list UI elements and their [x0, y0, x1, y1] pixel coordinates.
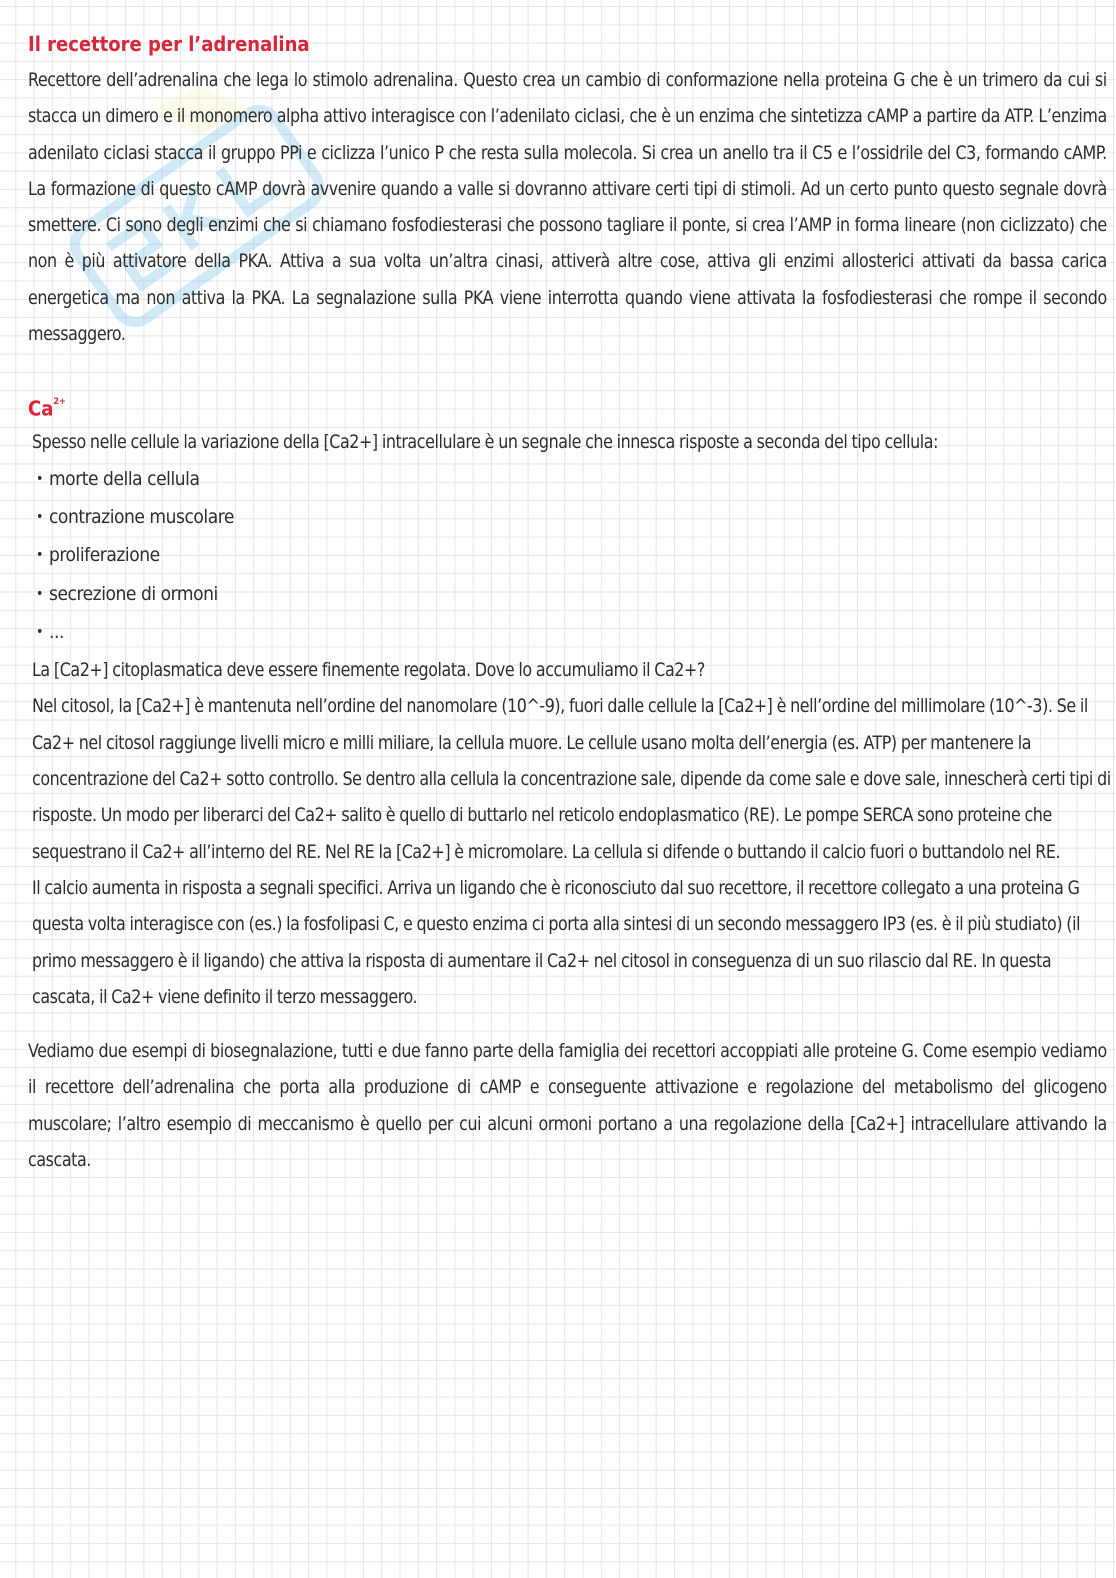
list-item: • ...	[32, 614, 1108, 652]
calcium-responses-list	[32, 461, 1108, 652]
biosignaling-examples-paragraph: Vediamo due esempi di biosegnalazione, tutti e due fanno parte della famiglia dei recettori accoppiati alle proteine G. Come esempio vediamo il recettore dell’adrenalina che porta alla produzione di cAMP e conseguente attivazione e regolazione del metabolismo del glicogeno muscolare; l’altro esempio di meccanismo è quello per cui alcuni ormoni portano a una regolazione della [Ca2+] intracellulare attivando la cascata.	[28, 1040, 1107, 1172]
adrenaline-receptor-paragraph: Recettore dell’adrenalina che lega lo stimolo adrenalina. Questo crea un cambio di conformazione nella proteina G che è un trimero da cui si stacca un dimero e il monomero alpha attivo interagisce con l’adenilato ciclasi, che è un enzima che sintetizza cAMP a partire da ATP. L’enzima adenilato ciclasi stacca il gruppo PPi e ciclizza l’unico P che resta sulla molecola. Si crea un anello tra il C5 e l’ossidrile del C3, formando cAMP. La formazione di questo cAMP dovrà avvenire quando a valle si dovranno attivare certi tipi di stimoli. Ad un certo punto questo segnale dovrà smettere. Ci sono degli enzimi che si chiamano fosfodiesterasi che possono tagliare il ponte, si crea l’AMP in forma lineare (non ciclizzato) che non è più attivatore della PKA. Attiva a sua volta un’altra cinasi, attiverà altre cose, attiva gli enzimi allosterici attivati da bassa carica energetica ma non attiva la PKA. La segnalazione sulla PKA viene interrotta quando viene attivata la fosfodiesterasi che rompe il secondo messaggero.	[28, 69, 1107, 346]
spacer	[28, 1015, 1108, 1033]
document-page	[28, 26, 1111, 1178]
calcium-section	[32, 424, 1111, 1015]
calcium-cytosol-paragraph: Nel citosol, la [Ca2+] è mantenuta nell’ordine del nanomolare (10^-9), fuori dalle cellule la [Ca2+] è nell’ordine del millimolare (10^-3). Se il Ca2+ nel citosol raggiunge livelli micro e milli miliare, la cellula muore. Le cellule usano molta dell’energia (es. ATP) per mantenere la concentrazione del Ca2+ sotto controllo. Se dentro alla cellula la concentrazione sale, dipende da come sale e dove sale, innescherà certi tipi di risposte. Un modo per liberarci del Ca2+ salito è quello di buttarlo nel reticolo endoplasmatico (RE). Le pompe SERCA sono proteine che sequestrano il Ca2+ all’interno del RE. Nel RE la [Ca2+] è micromolare. La cellula si difende o buttando il calcio fuori o buttandolo nel RE.	[32, 695, 1111, 863]
spacer	[28, 352, 1108, 388]
calcium-regulation-question: La [Ca2+] citoplasmatica deve essere finemente regolata. Dove lo accumuliamo il Ca2+?	[32, 659, 705, 682]
calcium-title-superscript: 2+	[53, 397, 66, 408]
section-title-calcium	[28, 388, 1108, 424]
calcium-title-text: Ca	[28, 397, 54, 422]
section-title-adrenaline-receptor: Il recettore per l’adrenalina	[28, 32, 310, 56]
calcium-intro: Spesso nelle cellule la variazione della [Ca2+] intracellulare è un segnale che innesca risposte a seconda del tipo cellula:	[32, 431, 939, 454]
list-item: • proliferazione	[32, 537, 1108, 575]
calcium-signal-paragraph: Il calcio aumenta in risposta a segnali specifici. Arriva un ligando che è riconosciuto dal suo recettore, il recettore collegato a una proteina G questa volta interagisce con (es.) la fosfolipasi C, e questo enzima ci porta alla sintesi di un secondo messaggero IP3 (es. è il più studiato) (il primo messaggero è il ligando) che attiva la risposta di aumentare il Ca2+ nel citosol in conseguenza di un suo rilascio dal RE. In questa cascata, il Ca2+ viene definito il terzo messaggero.	[32, 876, 1081, 1008]
list-item: • secrezione di ormoni	[32, 576, 1108, 614]
list-item: • morte della cellula	[32, 461, 1108, 499]
list-item: • contrazione muscolare	[32, 499, 1108, 537]
